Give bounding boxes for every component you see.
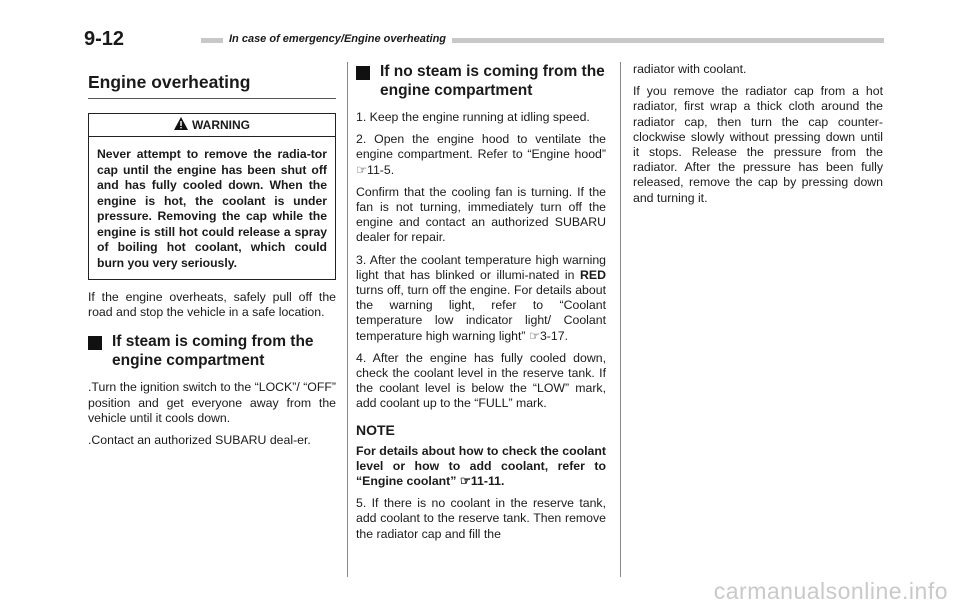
page-header bbox=[84, 28, 884, 50]
heading-square-icon bbox=[356, 66, 370, 80]
step-2: 2. Open the engine hood to ventilate the engine compartment. Refer to “Engine hood” ☞11-5. bbox=[356, 132, 606, 177]
warning-triangle-icon bbox=[174, 115, 188, 137]
warning-header bbox=[89, 114, 335, 137]
note-title: NOTE bbox=[356, 421, 395, 438]
heading-square-icon bbox=[88, 336, 102, 350]
intro-paragraph: If the engine overheats, safely pull off the road and stop the vehicle in a safe location. bbox=[88, 290, 336, 320]
step-5: 5. If there is no coolant in the reserve tank, add coolant to the reserve tank. Then remove the radiator cap and fill the bbox=[356, 496, 606, 541]
page-title: Engine overheating bbox=[88, 72, 336, 99]
column-right bbox=[633, 62, 883, 213]
step-4: 4. After the engine has fully cooled down, check the coolant level in the reserve tank. If the coolant level is below the “LOW” mark, add coolant up to the “FULL” mark. bbox=[356, 350, 606, 411]
page-number: 9-12 bbox=[84, 28, 125, 50]
warning-box bbox=[88, 113, 336, 280]
column-divider bbox=[347, 62, 348, 577]
steam-heading-text: If steam is coming from the engine compartment bbox=[112, 333, 314, 370]
column-left bbox=[88, 62, 336, 455]
step-3-red-word: RED bbox=[580, 267, 606, 282]
bullet-text: Contact an authorized SUBARU deal-er. bbox=[91, 433, 311, 448]
step-3 bbox=[356, 253, 606, 344]
step-3-text-b: turns off, turn off the engine. For details about the warning light, refer to “Coolant temperature low indicator light/ Coolant temperature high warning light” ☞3-17. bbox=[356, 283, 606, 343]
step-1: 1. Keep the engine running at idling speed. bbox=[356, 110, 590, 124]
radiator-cap-paragraph: If you remove the radiator cap from a hot radiator, first wrap a thick cloth around the radiator cap, then turn the cap counter-clockwise slowly without pressing down until it stops. Release the pressure from the radiator. After the pressure has been fully released, remove the cap by pressing down and turning it. bbox=[633, 84, 883, 205]
bullet-icon: . bbox=[88, 380, 92, 395]
bullet-item bbox=[88, 380, 336, 426]
section-title: In case of emergency/Engine overheating bbox=[223, 32, 452, 46]
confirm-paragraph: Confirm that the cooling fan is turning. If the fan is not turning, immediately turn off the engine and contact an authorized SUBARU dealer for repair. bbox=[356, 184, 606, 245]
no-steam-heading bbox=[356, 62, 606, 100]
note-text: For details about how to check the coolant level or how to add coolant, refer to “Engine coolant” ☞11-11. bbox=[356, 443, 606, 489]
step-3-text-a: 3. After the coolant temperature high warning light that has blinked or illumi-nated in bbox=[356, 252, 606, 282]
column-middle bbox=[356, 62, 606, 549]
steam-heading bbox=[88, 332, 336, 370]
watermark: carmanualsonline.info bbox=[713, 578, 948, 604]
warning-label: WARNING bbox=[192, 118, 250, 132]
bullet-icon: . bbox=[88, 433, 92, 448]
warning-text: Never attempt to remove the radia-tor cap until the engine has been shut off and has fully cooled down. When the engine is hot, the coolant is under pressure. Removing the cap while the engine is still hot could release a spray of boiling hot coolant, which could burn you very seriously. bbox=[97, 147, 327, 270]
continuation-paragraph: radiator with coolant. bbox=[633, 62, 747, 76]
bullet-item bbox=[88, 433, 336, 448]
column-divider bbox=[620, 62, 621, 577]
no-steam-heading-text: If no steam is coming from the engine compartment bbox=[380, 63, 605, 99]
bullet-text: Turn the ignition switch to the “LOCK”/ “OFF” position and get everyone away from the vehicle until it cools down. bbox=[88, 380, 336, 425]
